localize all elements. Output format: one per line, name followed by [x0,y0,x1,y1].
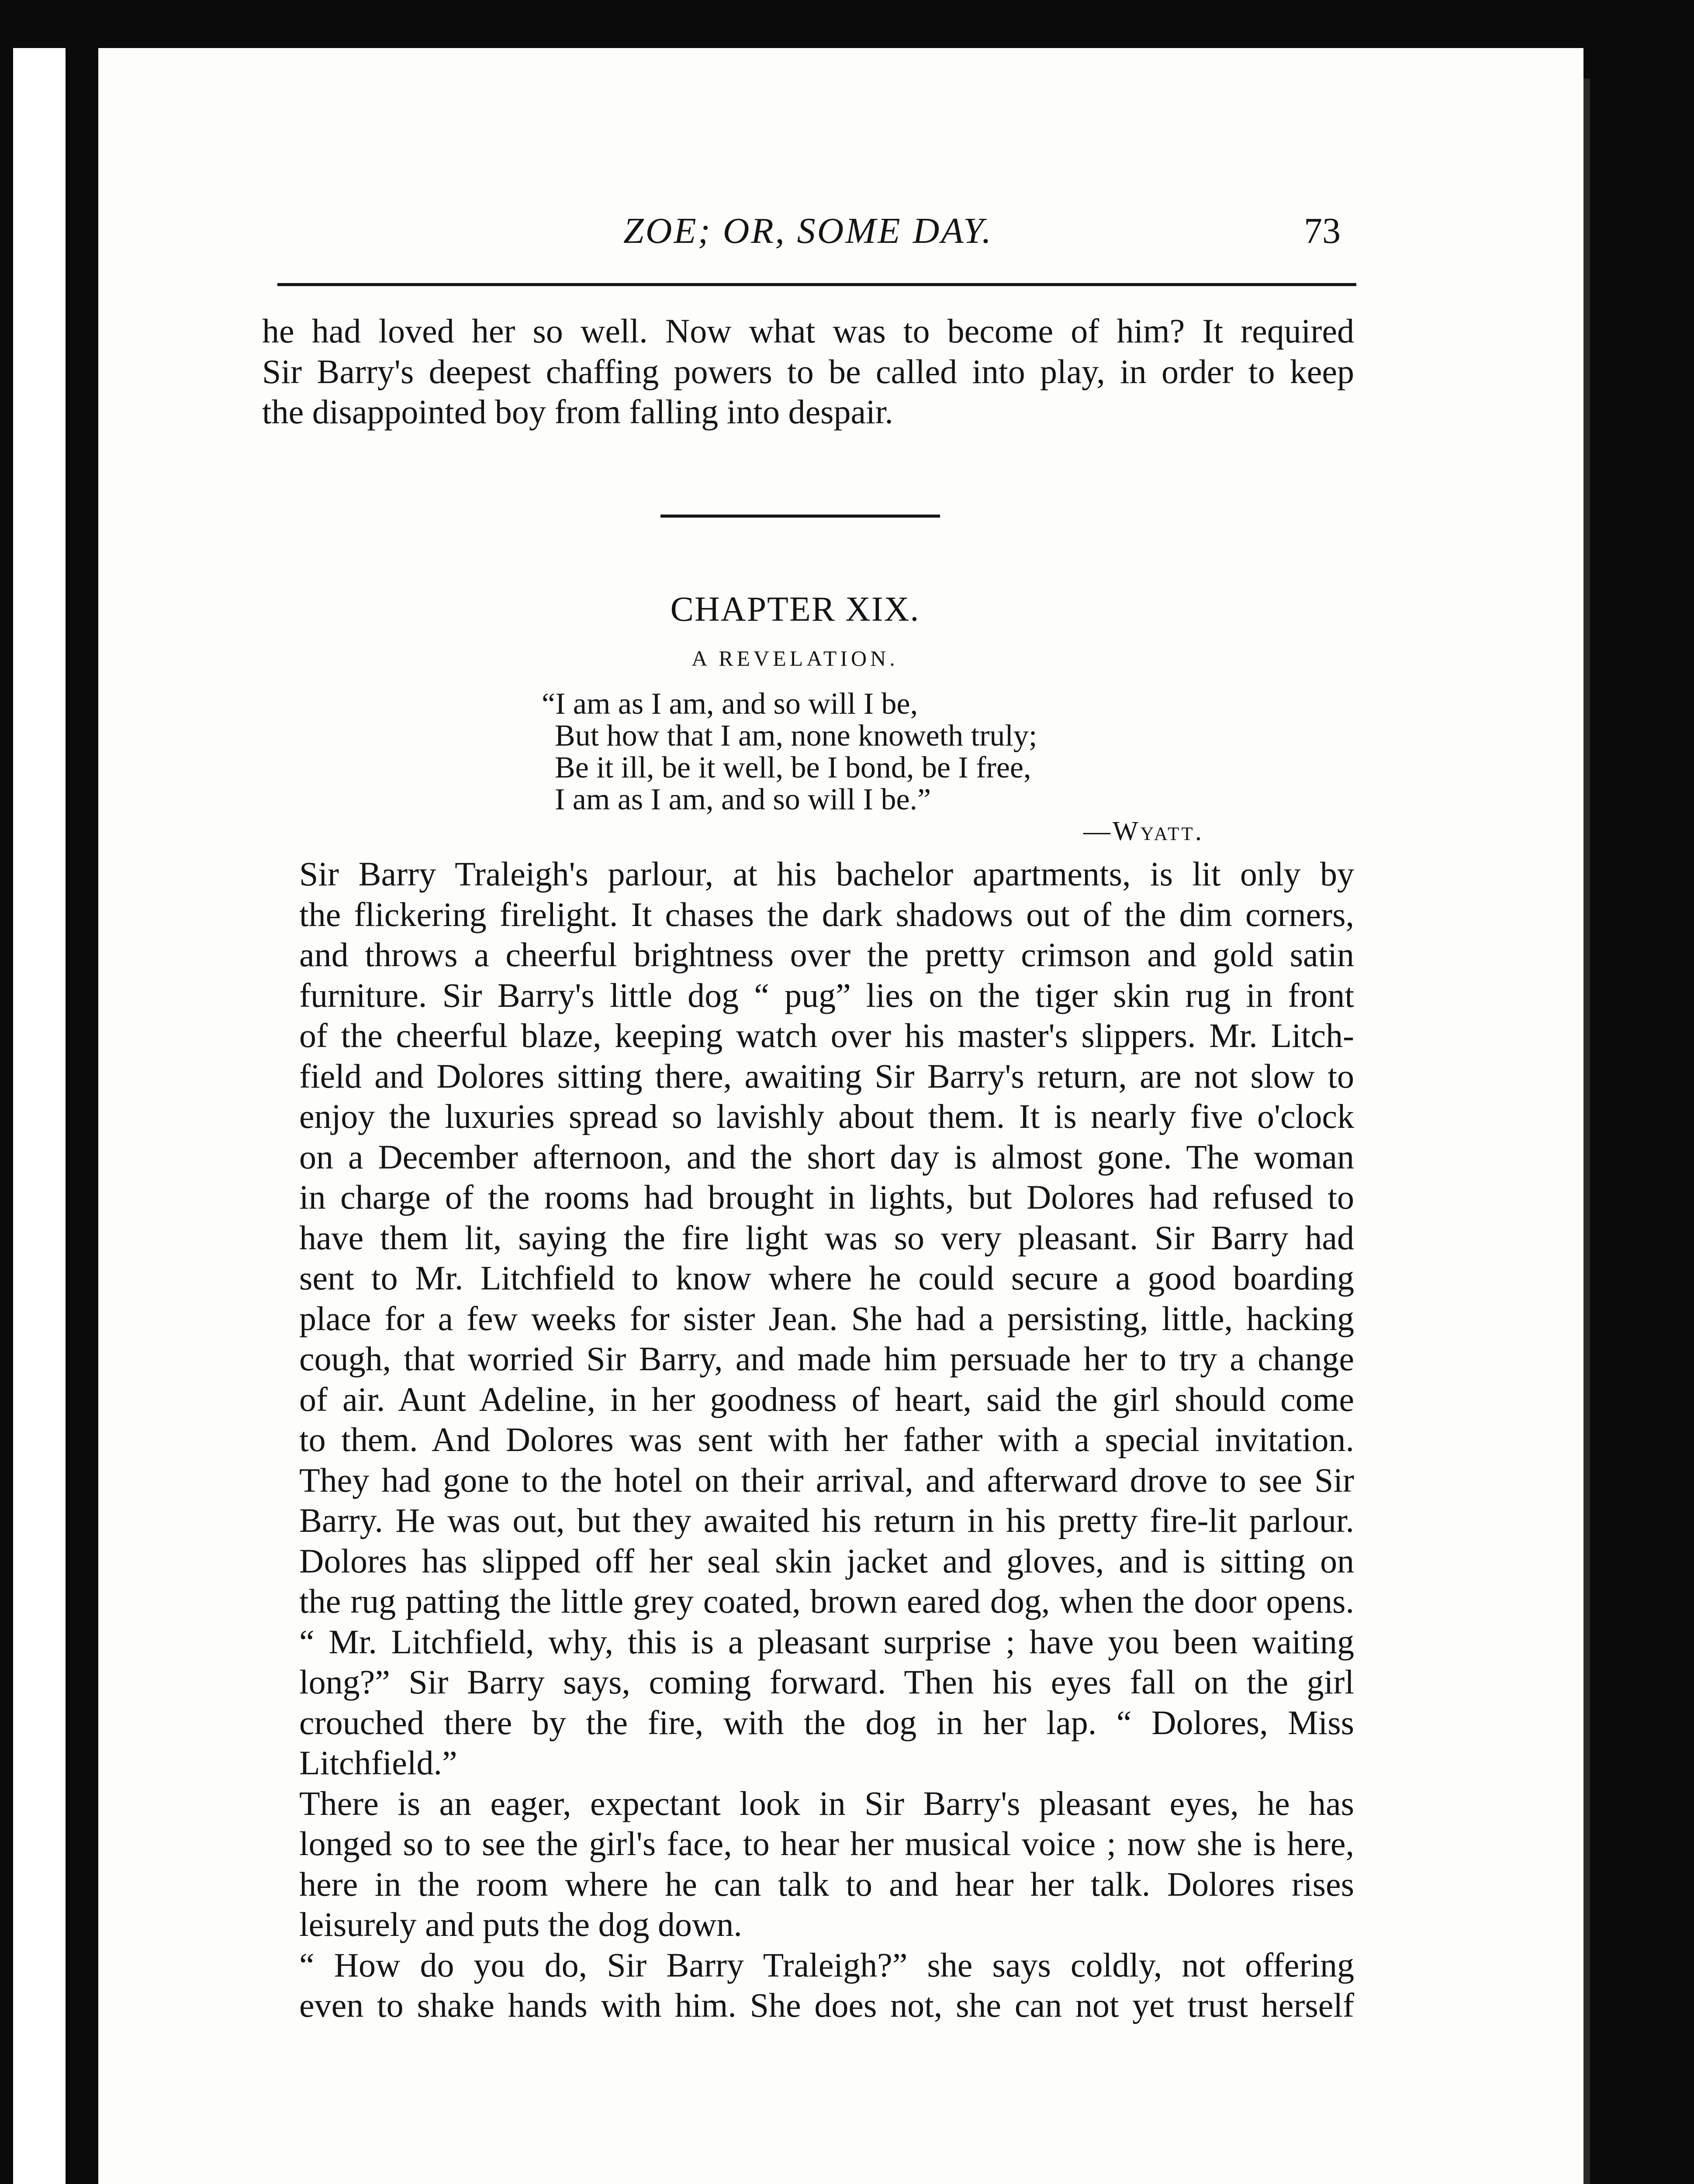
text-line: of air. Aunt Adeline, in her goodness of heart, said the girl should come [299,1380,1354,1418]
opening-paragraph [262,311,1354,432]
text-line: They had gone to the hotel on their arrival, and afterward drove to see Sir [299,1461,1354,1499]
epigraph-line: Be it ill, be it well, be I bond, be I free, [555,751,1031,784]
paragraph [262,1622,1354,1783]
running-title: ZOE; OR, SOME DAY. [623,211,993,251]
text-line: here in the room where he can talk to and hear her talk. Dolores rises [299,1865,1354,1903]
text-line: furniture. Sir Barry's little dog “ pug” lies on the tiger skin rug in front [299,976,1354,1014]
text-line: field and Dolores sitting there, awaiting Sir Barry's return, are not slow to [299,1057,1354,1095]
text-line: “ How do you do, Sir Barry Traleigh?” she says coldly, not offering [299,1946,1354,1984]
text-line: “ Mr. Litchfield, why, this is a pleasant surprise ; have you been waiting [299,1622,1354,1661]
paragraph [262,1945,1354,2026]
text-line: in charge of the rooms had brought in lights, but Dolores had refused to [299,1178,1354,1216]
epigraph-line: But how that I am, none knoweth truly; [555,719,1037,753]
epigraph-line: “I am as I am, and so will I be, [542,687,918,721]
paragraph [262,1783,1354,1945]
text-line: he had loved her so well. Now what was to become of him? It required [262,312,1354,350]
epigraph-line: I am as I am, and so will I be.” [555,783,931,816]
chapter-title: CHAPTER XIX. [670,590,920,629]
epigraph [542,688,1037,816]
text-line: have them lit, saying the fire light was so very pleasant. Sir Barry had [299,1218,1354,1257]
section-separator-rule [660,515,940,518]
chapter-subtitle: A REVELATION. [691,646,899,670]
chapter-body [262,854,1354,2026]
text-line: Sir Barry's deepest chaffing powers to be called into play, in order to keep [262,352,1354,390]
text-line: There is an eager, expectant look in Sir Barry's pleasant eyes, he has [299,1784,1354,1822]
text-line: to them. And Dolores was sent with her father with a special invitation. [299,1420,1354,1458]
header-rule [277,283,1356,286]
paragraph [262,854,1354,1622]
text-line: crouched there by the fire, with the dog in her lap. “ Dolores, Miss [299,1703,1354,1742]
text-line: long?” Sir Barry says, coming forward. Then his eyes fall on the girl [299,1663,1354,1701]
text-line: on a December afternoon, and the short day is almost gone. The woman [299,1137,1354,1176]
text-line: the rug patting the little grey coated, brown eared dog, when the door opens. [299,1582,1354,1620]
text-line: longed so to see the girl's face, to hear her musical voice ; now she is here, [299,1825,1354,1863]
text-line: cough, that worried Sir Barry, and made him persuade her to try a change [299,1340,1354,1378]
text-line: even to shake hands with him. She does not, she can not yet trust herself [299,1986,1354,2024]
text-line: the flickering firelight. It chases the dark shadows out of the dim corners, [299,895,1354,933]
epigraph-attribution: —Wyatt. [1083,816,1204,846]
text-line: the disappointed boy from falling into despair. [262,393,893,431]
text-line: place for a few weeks for sister Jean. She had a persisting, little, hacking [299,1299,1354,1337]
text-line: and throws a cheerful brightness over the pretty crimson and gold satin [299,936,1354,974]
text-line: enjoy the luxuries spread so lavishly about them. It is nearly five o'clock [299,1097,1354,1135]
text-line: leisurely and puts the dog down. [299,1905,742,1943]
text-line: of the cheerful blaze, keeping watch over his master's slippers. Mr. Litch- [299,1016,1354,1054]
page-number: 73 [1304,211,1341,251]
text-line: Barry. He was out, but they awaited his return in his pretty fire-lit parlour. [299,1501,1354,1539]
text-line: Dolores has slipped off her seal skin jacket and gloves, and is sitting on [299,1541,1354,1580]
text-line: Sir Barry Traleigh's parlour, at his bachelor apartments, is lit only by [299,855,1354,893]
text-line: Litchfield.” [299,1744,457,1782]
text-line: sent to Mr. Litchfield to know where he could secure a good boarding [299,1259,1354,1297]
